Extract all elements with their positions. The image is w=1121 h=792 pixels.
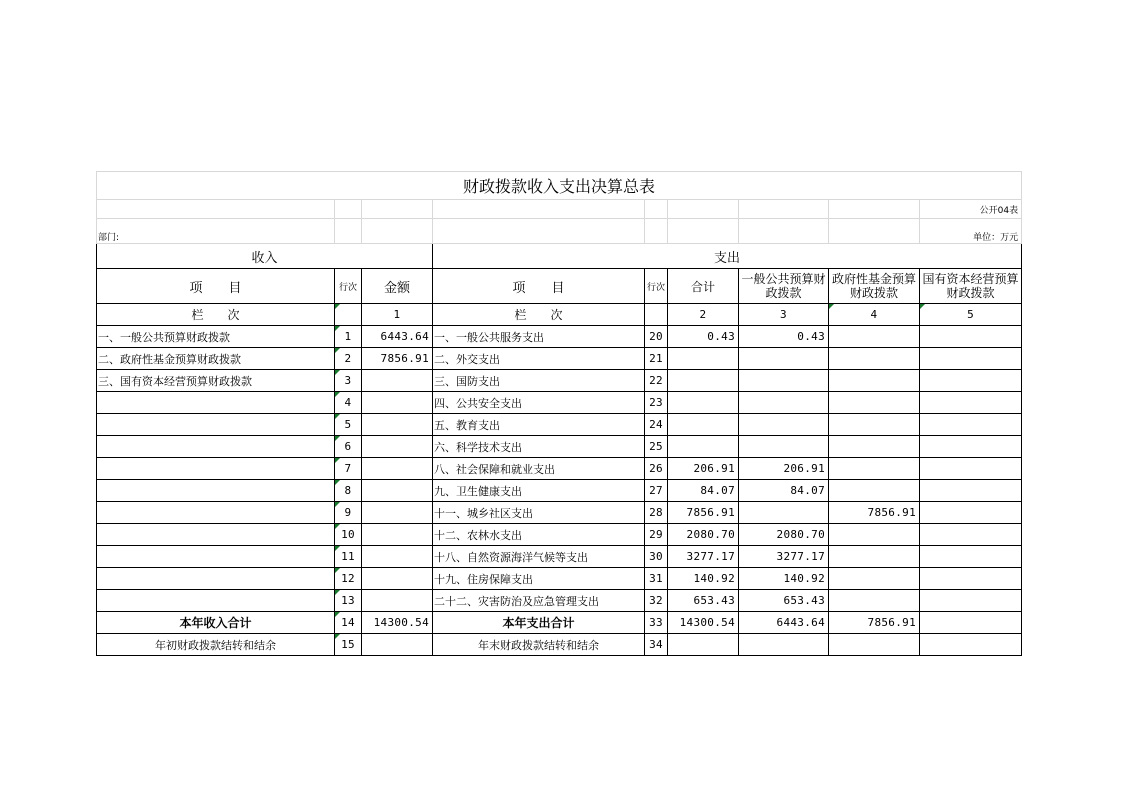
- expense-item: 十一、城乡社区支出: [433, 502, 645, 524]
- table-row: [97, 436, 1022, 458]
- expense-general-budget: [739, 348, 829, 370]
- expense-row-number: 28: [645, 502, 668, 524]
- income-amount: 6443.64: [362, 326, 433, 348]
- expense-item: 十九、住房保障支出: [433, 568, 645, 590]
- expense-gov-fund: [829, 436, 920, 458]
- income-amount: [362, 436, 433, 458]
- income-row-no-header: 行次: [335, 269, 362, 304]
- income-amount: [362, 502, 433, 524]
- table-row: [97, 392, 1022, 414]
- expense-total: [668, 370, 739, 392]
- expense-state-capital: [920, 546, 1022, 568]
- general-budget-header: 一般公共预算财政拨款: [739, 269, 829, 304]
- income-row-number: 15: [335, 634, 362, 656]
- income-row-number: 1: [335, 326, 362, 348]
- expense-item: 二十二、灾害防治及应急管理支出: [433, 590, 645, 612]
- expense-item: 八、社会保障和就业支出: [433, 458, 645, 480]
- income-row-number: 10: [335, 524, 362, 546]
- income-item: 二、政府性基金预算财政拨款: [97, 348, 335, 370]
- income-amount: [362, 568, 433, 590]
- income-amount: [362, 634, 433, 656]
- gov-fund-header: 政府性基金预算财政拨款: [829, 269, 920, 304]
- column-index-2: 2: [668, 304, 739, 326]
- expense-state-capital: [920, 568, 1022, 590]
- expense-item: 十八、自然资源海洋气候等支出: [433, 546, 645, 568]
- form-code: 公开04表: [920, 200, 1022, 219]
- expense-gov-fund: [829, 370, 920, 392]
- expense-section-header: 支出: [433, 244, 1022, 269]
- income-amount: [362, 458, 433, 480]
- appropriation-summary-table: [96, 171, 1022, 656]
- table-row: [97, 370, 1022, 392]
- expense-general-budget: [739, 414, 829, 436]
- column-index-label-2: 栏 次: [433, 304, 645, 326]
- expense-gov-fund: [829, 326, 920, 348]
- expense-item: 一、一般公共服务支出: [433, 326, 645, 348]
- expense-total: [668, 348, 739, 370]
- income-row-number: 7: [335, 458, 362, 480]
- income-amount: [362, 524, 433, 546]
- income-row-number: 5: [335, 414, 362, 436]
- income-amount: 14300.54: [362, 612, 433, 634]
- column-index-4: 4: [829, 304, 920, 326]
- income-row-number: 4: [335, 392, 362, 414]
- financial-statement-sheet: [96, 171, 1021, 656]
- expense-general-budget: 140.92: [739, 568, 829, 590]
- income-row-number: 14: [335, 612, 362, 634]
- income-row-number: 3: [335, 370, 362, 392]
- department-label: 部门:: [97, 219, 335, 244]
- expense-row-number: 25: [645, 436, 668, 458]
- income-row-number: 8: [335, 480, 362, 502]
- expense-row-number: 23: [645, 392, 668, 414]
- expense-gov-fund: [829, 480, 920, 502]
- table-row: [97, 502, 1022, 524]
- expense-gov-fund: [829, 392, 920, 414]
- unit-label: 单位：万元: [920, 219, 1022, 244]
- income-item: [97, 590, 335, 612]
- income-item: [97, 458, 335, 480]
- expense-total: 653.43: [668, 590, 739, 612]
- expense-state-capital: [920, 480, 1022, 502]
- income-item: 三、国有资本经营预算财政拨款: [97, 370, 335, 392]
- expense-gov-fund: [829, 634, 920, 656]
- table-title: 财政拨款收入支出决算总表: [97, 172, 1022, 200]
- state-capital-header: 国有资本经营预算财政拨款: [920, 269, 1022, 304]
- expense-general-budget: [739, 436, 829, 458]
- column-index-1: 1: [362, 304, 433, 326]
- expense-gov-fund: [829, 546, 920, 568]
- expense-general-budget: [739, 502, 829, 524]
- amount-header: 金额: [362, 269, 433, 304]
- expense-gov-fund: [829, 458, 920, 480]
- expense-row-number: 30: [645, 546, 668, 568]
- expense-gov-fund: 7856.91: [829, 612, 920, 634]
- expense-general-budget: 206.91: [739, 458, 829, 480]
- expense-state-capital: [920, 524, 1022, 546]
- expense-row-number: 33: [645, 612, 668, 634]
- expense-item: 六、科学技术支出: [433, 436, 645, 458]
- table-row: [97, 612, 1022, 634]
- table-row: [97, 414, 1022, 436]
- expense-gov-fund: [829, 348, 920, 370]
- expense-gov-fund: [829, 414, 920, 436]
- income-amount: [362, 370, 433, 392]
- expense-row-number: 20: [645, 326, 668, 348]
- expense-item: 本年支出合计: [433, 612, 645, 634]
- expense-gov-fund: [829, 590, 920, 612]
- expense-general-budget: [739, 634, 829, 656]
- column-index-label: 栏 次: [97, 304, 335, 326]
- expense-state-capital: [920, 590, 1022, 612]
- income-item: 年初财政拨款结转和结余: [97, 634, 335, 656]
- expense-state-capital: [920, 612, 1022, 634]
- table-row: [97, 634, 1022, 656]
- expense-item-header: 项 目: [433, 269, 645, 304]
- income-item: [97, 436, 335, 458]
- income-row-number: 2: [335, 348, 362, 370]
- expense-total: 84.07: [668, 480, 739, 502]
- column-index-3: 3: [739, 304, 829, 326]
- expense-row-number: 34: [645, 634, 668, 656]
- table-row: [97, 348, 1022, 370]
- expense-state-capital: [920, 634, 1022, 656]
- expense-total: [668, 436, 739, 458]
- expense-row-number: 24: [645, 414, 668, 436]
- expense-gov-fund: [829, 524, 920, 546]
- expense-total: 3277.17: [668, 546, 739, 568]
- expense-total: [668, 392, 739, 414]
- expense-state-capital: [920, 458, 1022, 480]
- income-item: [97, 524, 335, 546]
- expense-row-number: 22: [645, 370, 668, 392]
- expense-total: [668, 414, 739, 436]
- expense-item: 年末财政拨款结转和结余: [433, 634, 645, 656]
- expense-gov-fund: 7856.91: [829, 502, 920, 524]
- income-amount: [362, 590, 433, 612]
- expense-total: 2080.70: [668, 524, 739, 546]
- expense-total: 14300.54: [668, 612, 739, 634]
- income-row-number: 6: [335, 436, 362, 458]
- expense-row-no-header: 行次: [645, 269, 668, 304]
- table-row: [97, 480, 1022, 502]
- table-row: [97, 458, 1022, 480]
- income-amount: [362, 414, 433, 436]
- expense-row-number: 26: [645, 458, 668, 480]
- table-row: [97, 568, 1022, 590]
- expense-item: 五、教育支出: [433, 414, 645, 436]
- expense-row-number: 29: [645, 524, 668, 546]
- expense-total: 140.92: [668, 568, 739, 590]
- expense-item: 二、外交支出: [433, 348, 645, 370]
- expense-total: 206.91: [668, 458, 739, 480]
- income-item: [97, 546, 335, 568]
- expense-general-budget: 2080.70: [739, 524, 829, 546]
- income-amount: 7856.91: [362, 348, 433, 370]
- income-amount: [362, 392, 433, 414]
- expense-row-number: 27: [645, 480, 668, 502]
- column-index-5: 5: [920, 304, 1022, 326]
- expense-row-number: 31: [645, 568, 668, 590]
- income-amount: [362, 546, 433, 568]
- expense-state-capital: [920, 348, 1022, 370]
- expense-general-budget: [739, 370, 829, 392]
- expense-general-budget: 0.43: [739, 326, 829, 348]
- expense-state-capital: [920, 414, 1022, 436]
- income-item: [97, 502, 335, 524]
- income-item: [97, 392, 335, 414]
- table-row: [97, 546, 1022, 568]
- expense-row-number: 32: [645, 590, 668, 612]
- income-item: [97, 568, 335, 590]
- income-item: 一、一般公共预算财政拨款: [97, 326, 335, 348]
- income-item: 本年收入合计: [97, 612, 335, 634]
- income-row-number: 11: [335, 546, 362, 568]
- income-row-number: 9: [335, 502, 362, 524]
- expense-general-budget: 6443.64: [739, 612, 829, 634]
- expense-item: 三、国防支出: [433, 370, 645, 392]
- income-row-number: 12: [335, 568, 362, 590]
- total-header: 合计: [668, 269, 739, 304]
- expense-state-capital: [920, 370, 1022, 392]
- expense-general-budget: 653.43: [739, 590, 829, 612]
- expense-gov-fund: [829, 568, 920, 590]
- expense-state-capital: [920, 436, 1022, 458]
- expense-state-capital: [920, 502, 1022, 524]
- income-section-header: 收入: [97, 244, 433, 269]
- expense-state-capital: [920, 326, 1022, 348]
- expense-item: 十二、农林水支出: [433, 524, 645, 546]
- expense-general-budget: 3277.17: [739, 546, 829, 568]
- expense-total: [668, 634, 739, 656]
- table-row: [97, 326, 1022, 348]
- table-row: [97, 524, 1022, 546]
- income-item: [97, 414, 335, 436]
- expense-total: 0.43: [668, 326, 739, 348]
- expense-total: 7856.91: [668, 502, 739, 524]
- income-item: [97, 480, 335, 502]
- table-row: [97, 590, 1022, 612]
- expense-row-number: 21: [645, 348, 668, 370]
- expense-general-budget: [739, 392, 829, 414]
- expense-state-capital: [920, 392, 1022, 414]
- expense-general-budget: 84.07: [739, 480, 829, 502]
- expense-item: 九、卫生健康支出: [433, 480, 645, 502]
- expense-item: 四、公共安全支出: [433, 392, 645, 414]
- income-amount: [362, 480, 433, 502]
- income-row-number: 13: [335, 590, 362, 612]
- income-item-header: 项 目: [97, 269, 335, 304]
